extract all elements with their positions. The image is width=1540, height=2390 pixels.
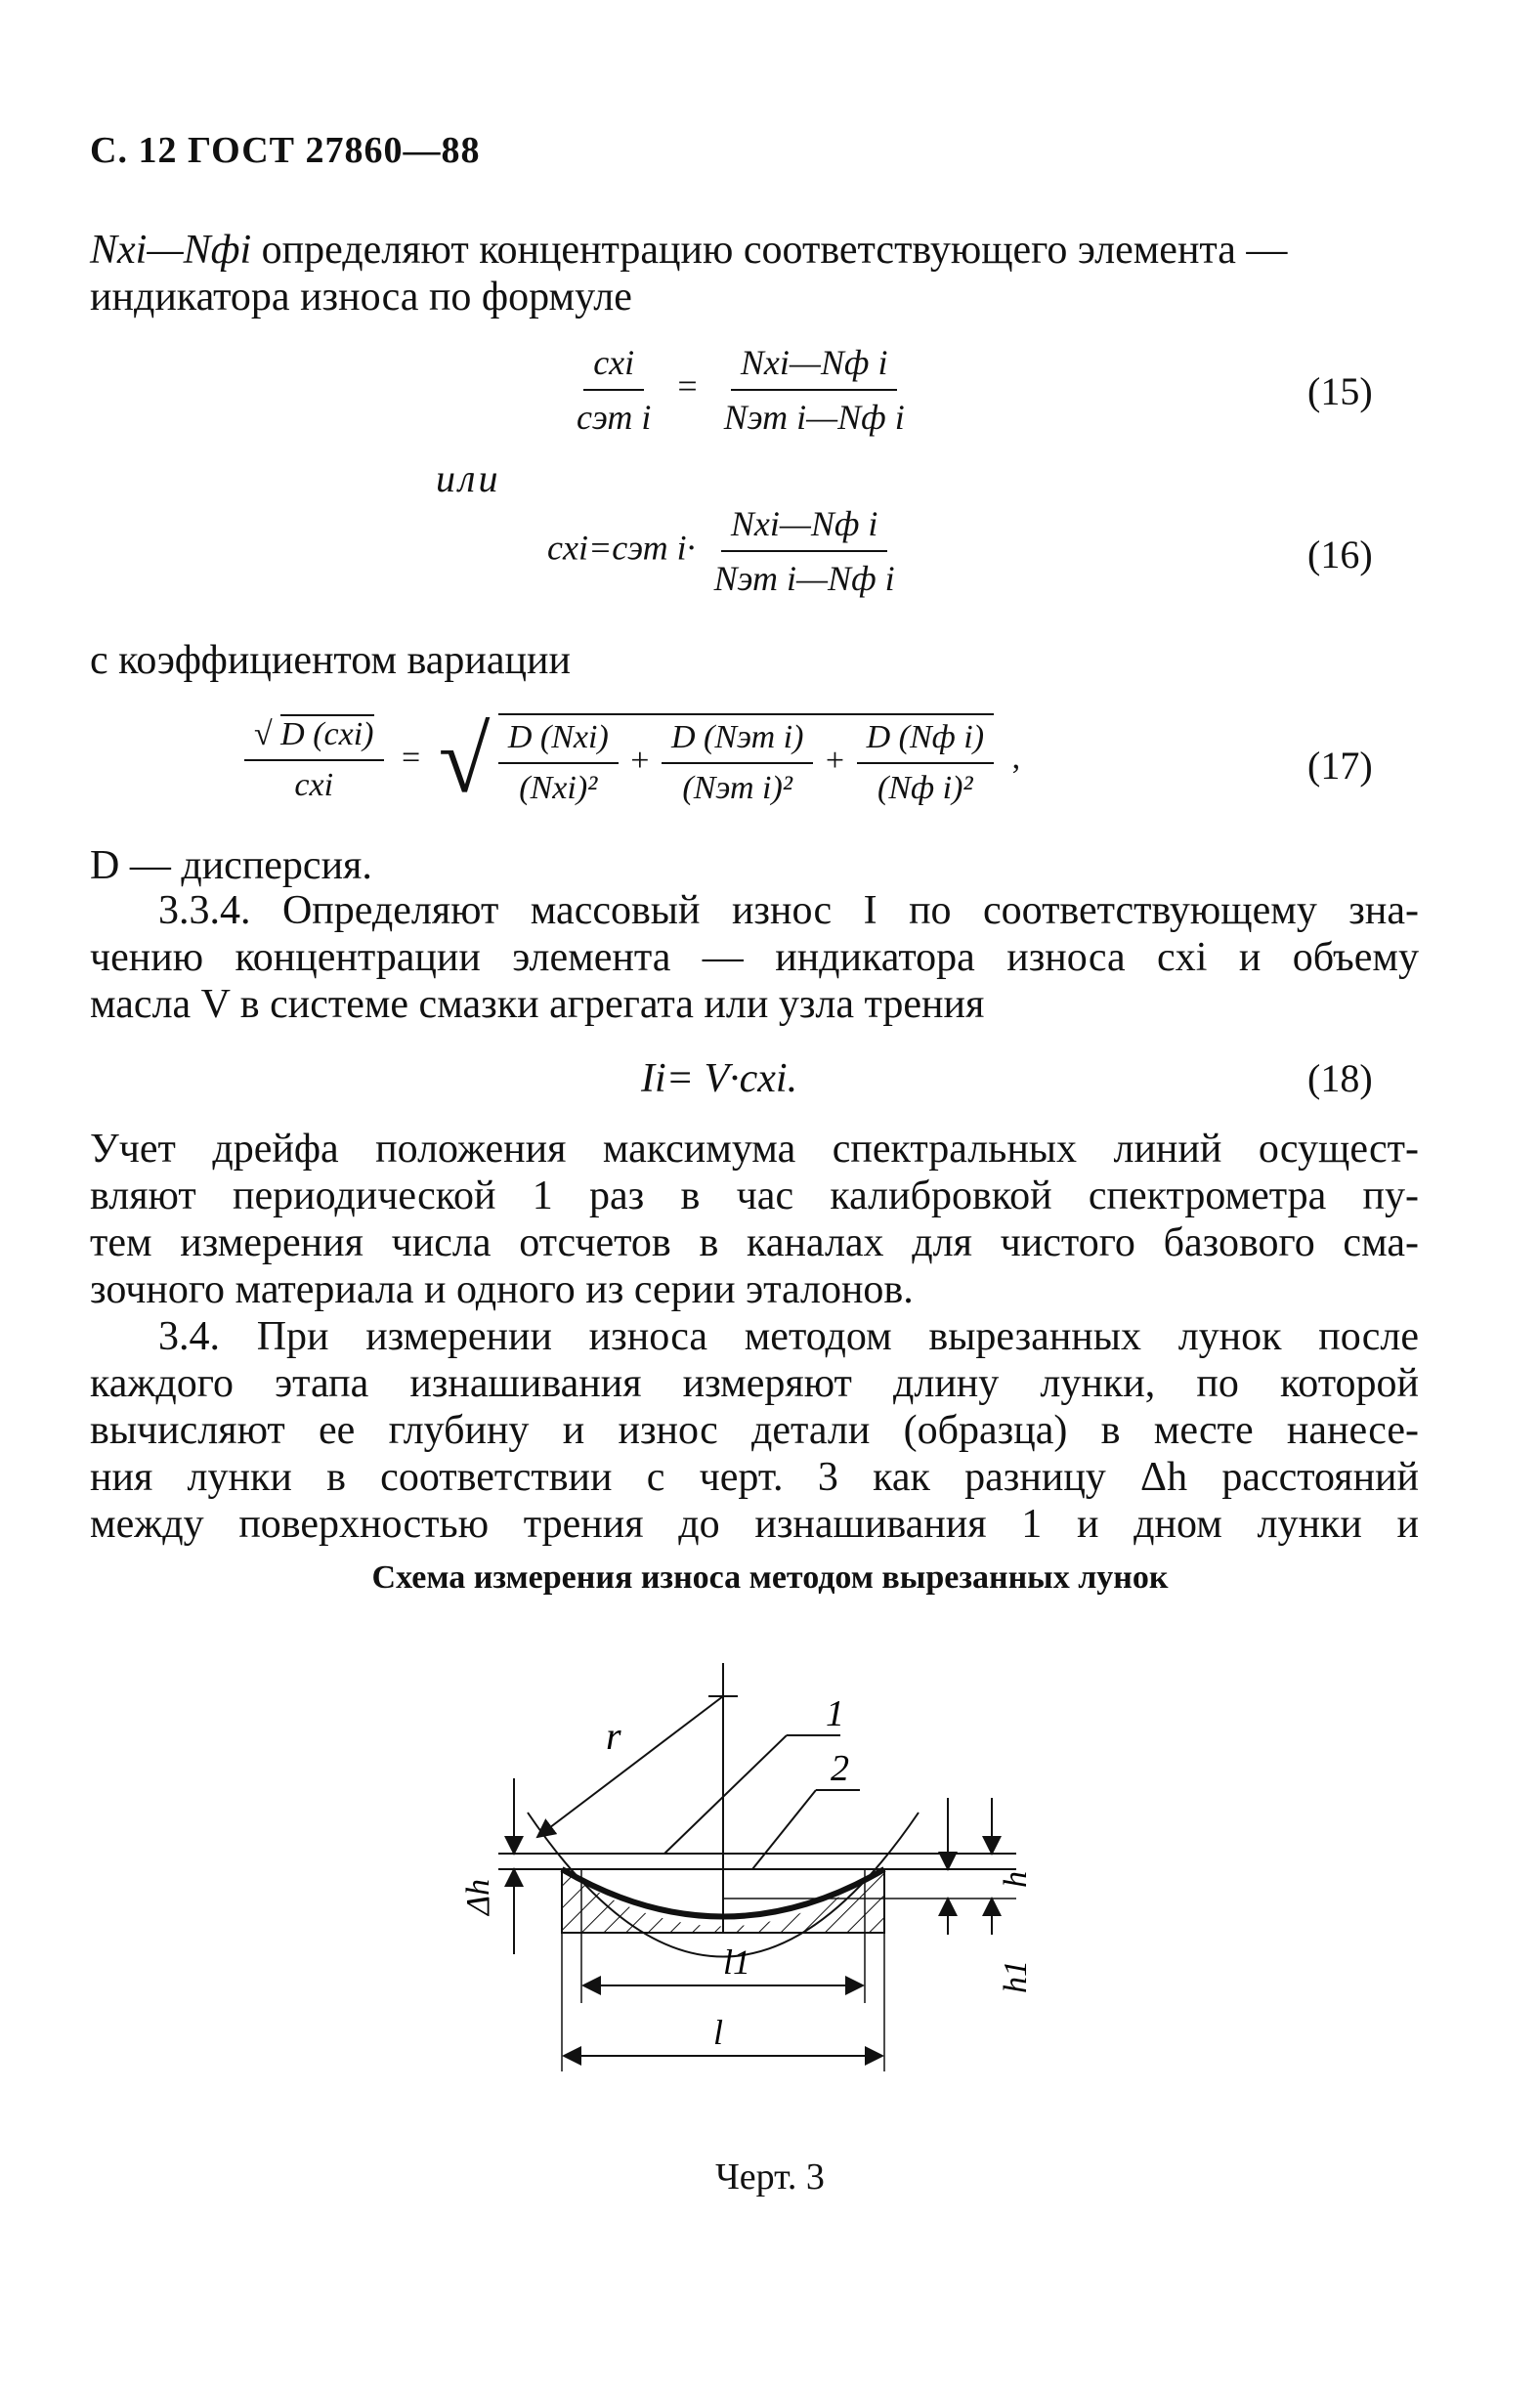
figure-number: Черт. 3 bbox=[715, 2156, 825, 2198]
para-34-line-4: ния лунки в соответствии с черт. 3 как разницу Δh расстояний bbox=[90, 1455, 1419, 1500]
eq15-lhs-denominator: cэт i bbox=[577, 398, 652, 437]
para-334-line-2: чению концентрации элемента — индикатора износа cxi и объему bbox=[90, 935, 1419, 980]
eq17-term-2-denominator: (Nэт i)² bbox=[682, 770, 792, 806]
equation-15-number: (15) bbox=[1307, 369, 1373, 413]
eq17-lhs-numerator-text: D (cxi) bbox=[280, 716, 374, 752]
drift-para-line-3: тем измерения числа отсчетов в каналах для чистого базового сма- bbox=[90, 1220, 1419, 1265]
label-r: r bbox=[606, 1714, 621, 1758]
para-334-line-1: 3.3.4. Определяют массовый износ I по соответствующему зна- bbox=[158, 888, 1419, 933]
equation-16 bbox=[547, 503, 905, 599]
eq17-comma: , bbox=[1011, 739, 1021, 776]
radius-arrow bbox=[537, 1696, 723, 1837]
intro-line-2: индикатора износа по формуле bbox=[90, 275, 632, 320]
drift-para-line-4: зочного материала и одного из серии эталонов. bbox=[90, 1267, 914, 1312]
leader-line-2 bbox=[752, 1790, 816, 1869]
intro-variable-expression: Nxi—Nфi bbox=[90, 228, 252, 273]
eq15-lhs-numerator: cxi bbox=[583, 342, 644, 391]
equation-18-number: (18) bbox=[1307, 1056, 1373, 1100]
leader-line-1 bbox=[664, 1735, 787, 1854]
equation-17 bbox=[244, 707, 1021, 812]
equation-15 bbox=[567, 342, 915, 438]
para-34-line-3: вычисляют ее глубину и износ детали (образца) в месте нанесе- bbox=[90, 1408, 1419, 1453]
eq17-term-3 bbox=[857, 719, 994, 807]
eq15-rhs-fraction bbox=[714, 342, 915, 438]
eq16-rhs-denominator: Nэт i—Nф i bbox=[713, 559, 895, 598]
or-word: или bbox=[436, 456, 501, 500]
label-1: 1 bbox=[826, 1693, 844, 1734]
eq15-rhs-denominator: Nэт i—Nф i bbox=[723, 398, 905, 437]
eq17-term-3-denominator: (Nф i)² bbox=[877, 770, 973, 806]
plus-sign-2: + bbox=[825, 742, 845, 779]
eq17-term-1-numerator: D (Nxi) bbox=[498, 719, 619, 764]
drift-para-line-2: вляют периодической 1 раз в час калибровкой спектрометра пу- bbox=[90, 1174, 1419, 1218]
eq17-lhs-denominator: cxi bbox=[294, 767, 334, 803]
para-34-line-5: между поверхностью трения до изнашивания 1 и дном лунки и bbox=[90, 1502, 1419, 1547]
page-header: С. 12 ГОСТ 27860—88 bbox=[90, 130, 481, 171]
sqrt-symbol: √ bbox=[254, 716, 273, 752]
plus-sign-1: + bbox=[630, 742, 650, 779]
label-dh: Δh bbox=[460, 1879, 496, 1915]
intro-line-1 bbox=[90, 227, 1419, 274]
eq15-equals-sign: = bbox=[677, 366, 698, 406]
eq17-large-sqrt-symbol: √ bbox=[438, 707, 491, 812]
worn-hole-diagram bbox=[430, 1642, 1094, 2150]
eq15-rhs-numerator: Nxi—Nф i bbox=[731, 342, 898, 391]
equation-17-number: (17) bbox=[1307, 744, 1373, 788]
equation-16-number: (16) bbox=[1307, 533, 1373, 576]
label-l: l bbox=[713, 2013, 724, 2052]
eq17-equals-sign: = bbox=[402, 739, 421, 776]
eq17-term-1 bbox=[498, 719, 619, 807]
eq16-rhs-fraction bbox=[705, 503, 905, 599]
dispersion-definition: D — дисперсия. bbox=[90, 843, 372, 888]
eq17-sqrt-radicand bbox=[498, 713, 994, 807]
coefficient-of-variation-text: с коэффициентом вариации bbox=[90, 638, 571, 683]
equation-18: Ii= V·cxi. bbox=[641, 1056, 798, 1101]
para-334-line-3: масла V в системе смазки агрегата или узла трения bbox=[90, 982, 985, 1027]
label-l1: l1 bbox=[723, 1942, 751, 1982]
eq17-term-2-numerator: D (Nэт i) bbox=[662, 719, 813, 764]
intro-line-1-text: определяют концентрацию соответствующего элемента — bbox=[251, 228, 1288, 273]
eq17-term-2 bbox=[662, 719, 813, 807]
label-2: 2 bbox=[831, 1748, 849, 1789]
eq16-rhs-numerator: Nxi—Nф i bbox=[721, 503, 888, 552]
eq15-lhs-fraction bbox=[567, 342, 661, 438]
label-h1: h1 bbox=[998, 1960, 1034, 1993]
eq17-term-1-denominator: (Nxi)² bbox=[519, 770, 598, 806]
drift-para-line-1: Учет дрейфа положения максимума спектральных линий осущест- bbox=[90, 1127, 1419, 1172]
eq16-lhs: cxi=cэт i· bbox=[547, 528, 696, 568]
figure-caption: Схема измерения износа методом вырезанных лунок bbox=[371, 1559, 1169, 1596]
para-34-line-2: каждого этапа изнашивания измеряют длину лунки, по которой bbox=[90, 1361, 1419, 1406]
para-34-line-1: 3.4. При измерении износа методом вырезанных лунок после bbox=[158, 1314, 1419, 1359]
eq17-lhs-numerator bbox=[244, 716, 384, 761]
eq17-term-3-numerator: D (Nф i) bbox=[857, 719, 994, 764]
label-h: h bbox=[998, 1871, 1034, 1888]
eq17-lhs-fraction bbox=[244, 716, 384, 804]
